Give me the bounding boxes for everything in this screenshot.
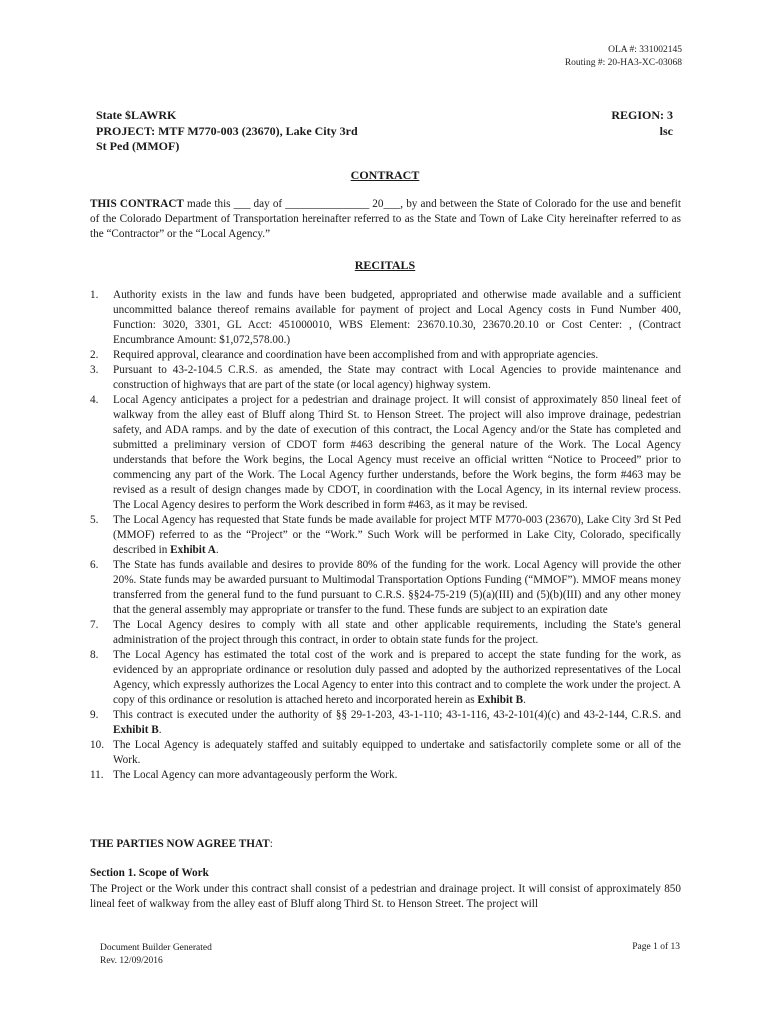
recital-item bbox=[90, 738, 681, 768]
reference-block bbox=[565, 44, 682, 70]
recital-text: The Local Agency desires to comply with all state and other applicable requirements, including the State's general administration of the project through this contract, in order to obtain state funds for the project. bbox=[113, 619, 681, 646]
recital-tail: . bbox=[158, 724, 162, 736]
recital-text: The Local Agency has requested that State funds be made available for project MTF M770-003 (23670), Lake City 3rd St Ped (MMOF) referred to as the “Project” or the “Work.” Such Work will be performed in Lake City, Colorado, specifically described in bbox=[113, 514, 681, 556]
recital-text: The State has funds available and desires to provide 80% of the funding for the work. Local Agency will provide the other 20%. State funds may be awarded pursuant to Multimodal Transportation Options Funding (“MMOF”). MMOF means money transferred from the general fund to the fund pursuant to C.R.S. §§24-75-219 (5)(a)(III) and (5)(b)(III) and any other money that the general assembly may appropriate or transfer to the fund. These funds are subject to an expiration date bbox=[113, 559, 681, 616]
parties-agree-bold: THE PARTIES NOW AGREE THAT bbox=[90, 838, 270, 850]
state-line: State $LAWRK bbox=[96, 108, 177, 122]
page-number: Page 1 of 13 bbox=[632, 942, 680, 952]
recital-number: 9. bbox=[90, 709, 99, 721]
recital-number: 4. bbox=[90, 394, 99, 406]
recital-item bbox=[90, 288, 681, 348]
recital-tail: . bbox=[523, 694, 526, 706]
recital-number: 8. bbox=[90, 649, 99, 661]
region-code: lsc bbox=[659, 123, 673, 138]
ola-number: OLA #: 331002145 bbox=[608, 45, 682, 55]
project-line-cont: St Ped (MMOF) bbox=[96, 139, 180, 153]
parties-agree-tail: : bbox=[269, 838, 273, 850]
recital-text: Required approval, clearance and coordination have been accomplished from and with appropriate agencies. bbox=[113, 349, 599, 361]
contract-heading: CONTRACT bbox=[350, 168, 420, 182]
recital-number: 7. bbox=[90, 619, 99, 631]
footer-revision: Rev. 12/09/2016 bbox=[100, 955, 163, 966]
recital-number: 3. bbox=[90, 364, 99, 376]
exhibit-reference: Exhibit A bbox=[170, 544, 216, 556]
recital-text: Pursuant to 43-2-104.5 C.R.S. as amended, the State may contract with Local Agencies to provide maintenance and construction of highways that are part of the state (or local agency) highway system. bbox=[113, 364, 681, 391]
recital-item bbox=[90, 348, 681, 363]
section-1-title: Section 1. Scope of Work bbox=[90, 867, 209, 879]
recital-text: Authority exists in the law and funds have been budgeted, appropriated and otherwise made available and a sufficient uncommitted balance thereof remains available for payment of project and Local Agency costs in Fund Number 400, Function: 3020, 3301, GL Acct: 451000010, WBS Element: 23670.10.30, 23670.20.10 or Cost Center: , (Contract Encumbrance Amount: $1,072,578.00.) bbox=[113, 289, 681, 346]
recital-item bbox=[90, 618, 681, 648]
recital-item bbox=[90, 648, 681, 708]
recitals-heading: RECITALS bbox=[354, 258, 416, 272]
intro-bold: THIS CONTRACT bbox=[90, 198, 184, 210]
footer-generator: Document Builder Generated bbox=[100, 943, 212, 953]
recital-item bbox=[90, 708, 681, 738]
recital-number: 6. bbox=[90, 559, 99, 571]
recitals-list bbox=[90, 288, 681, 783]
recital-number: 2. bbox=[90, 349, 99, 361]
footer-left bbox=[100, 942, 212, 967]
recital-item bbox=[90, 363, 681, 393]
recital-item bbox=[90, 513, 681, 558]
recital-number: 1. bbox=[90, 289, 99, 301]
recital-item bbox=[90, 558, 681, 618]
routing-number: Routing #: 20-HA3-XC-03068 bbox=[564, 58, 682, 68]
recital-text: This contract is executed under the authority of §§ 29-1-203, 43-1-110; 43-1-116, 43-2-101(4)(c) and 43-2-144, C.R.S. and bbox=[113, 709, 681, 721]
recital-tail: . bbox=[215, 544, 219, 556]
exhibit-reference: Exhibit B bbox=[113, 724, 159, 736]
recital-text: The Local Agency is adequately staffed and suitably equipped to undertake and satisfactorily complete some or all of the Work. bbox=[113, 739, 681, 766]
recital-text: The Local Agency has estimated the total cost of the work and is prepared to accept the state funding for the work, as evidenced by an appropriate ordinance or resolution duly passed and adopted by the authorized representatives of the Local Agency, which expressly authorizes the Local Agency to enter into this contract and to complete the work under the project. A copy of this ordinance or resolution is attached hereto and incorporated herein as bbox=[113, 649, 681, 706]
section-1-body: The Project or the Work under this contract shall consist of a pedestrian and drainage project. It will consist of approximately 850 lineal feet of walkway from the alley east of Bluff along Third St. to Henson Street. The project will bbox=[90, 883, 681, 910]
intro-paragraph bbox=[90, 197, 681, 242]
exhibit-reference: Exhibit B bbox=[477, 694, 524, 706]
recital-text: Local Agency anticipates a project for a pedestrian and drainage project. It will consist of approximately 850 lineal feet of walkway from the alley east of Bluff along Third St. to Henson Street. The project will also improve drainage, pedestrian safety, and ADA ramps. and by the date of execution of this contract, the Local Agency and/or the State has completed and submitted a preliminary version of CDOT form #463 describing the general nature of the Work. The Local Agency understands that before the Work begins, the Local Agency must receive an official written “Notice to Proceed” prior to commencing any part of the Work. The Local Agency further understands, before the Work begins, the form #463 may be revised as a result of design changes made by CDOT, in coordination with the Local Agency, in its internal review process. The Local Agency desires to perform the Work described in form #463, as it may be revised. bbox=[113, 394, 681, 511]
project-line: PROJECT: MTF M770-003 (23670), Lake City 3rd bbox=[96, 123, 358, 138]
recital-item bbox=[90, 768, 681, 783]
project-header bbox=[96, 108, 358, 155]
recital-number: 10. bbox=[90, 739, 104, 751]
recital-number: 11. bbox=[90, 769, 104, 781]
region-label: REGION: 3 bbox=[611, 108, 673, 122]
region-header bbox=[611, 108, 673, 139]
recital-text: The Local Agency can more advantageously perform the Work. bbox=[113, 769, 398, 781]
parties-agree bbox=[90, 838, 273, 850]
intro-text: made this ___ day of _______________ 20___, by and between the State of Colorado for the use and benefit of the Colorado Department of Transportation hereinafter referred to as the State and Town of Lake City hereinafter referred to as the “Contractor” or the “Local Agency.” bbox=[90, 198, 681, 240]
recital-number: 5. bbox=[90, 514, 99, 526]
recital-item bbox=[90, 393, 681, 513]
